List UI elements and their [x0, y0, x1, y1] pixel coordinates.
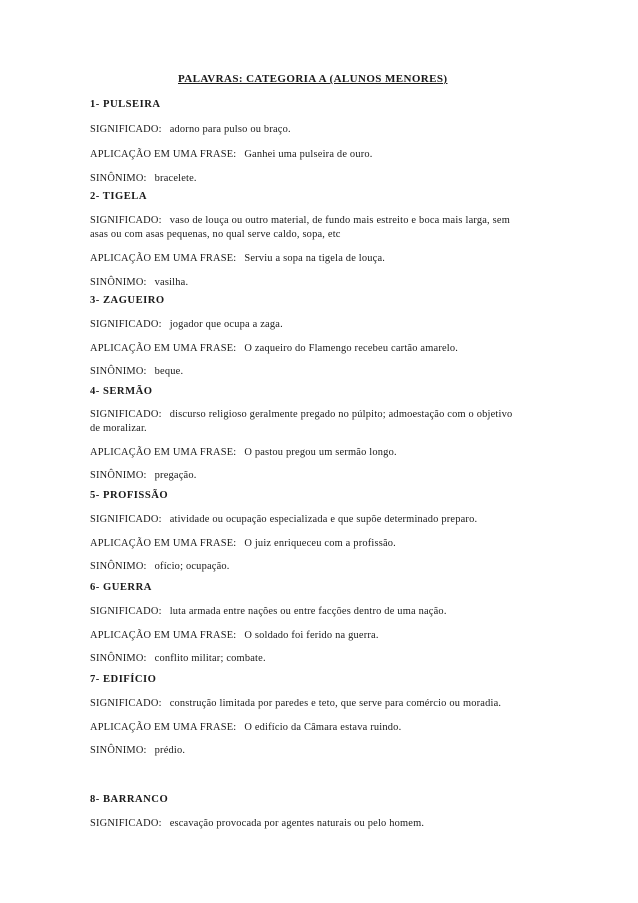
meaning-text: adorno para pulso ou braço.	[169, 124, 291, 135]
synonym-text: pregação.	[154, 470, 197, 481]
synonym-label: SINÔNIMO:	[90, 173, 147, 184]
entry-meaning	[90, 605, 447, 619]
usage-text: O soldado foi ferido na guerra.	[244, 630, 379, 641]
entry-heading: 5- PROFISSÃO	[90, 490, 169, 501]
entry-heading: 4- SERMÃO	[90, 386, 153, 397]
synonym-label: SINÔNIMO:	[90, 653, 147, 664]
meaning-label: SIGNIFICADO:	[90, 698, 162, 709]
entry-synonym	[90, 560, 230, 574]
meaning-label: SIGNIFICADO:	[90, 409, 162, 420]
entry-heading: 2- TIGELA	[90, 191, 147, 202]
synonym-text: prédio.	[154, 745, 186, 756]
entry-usage	[90, 342, 458, 356]
entry-meaning	[90, 408, 512, 422]
entry-meaning	[90, 817, 424, 831]
usage-label: APLICAÇÃO EM UMA FRASE:	[90, 447, 237, 458]
synonym-label: SINÔNIMO:	[90, 561, 147, 572]
usage-text: O edifício da Câmara estava ruindo.	[244, 722, 402, 733]
meaning-label: SIGNIFICADO:	[90, 606, 162, 617]
meaning-label: SIGNIFICADO:	[90, 124, 162, 135]
synonym-text: bracelete.	[154, 173, 197, 184]
usage-label: APLICAÇÃO EM UMA FRASE:	[90, 538, 237, 549]
meaning-text: jogador que ocupa a zaga.	[169, 319, 283, 330]
meaning-label: SIGNIFICADO:	[90, 514, 162, 525]
entry-heading: 8- BARRANCO	[90, 794, 169, 805]
entry-usage	[90, 537, 396, 551]
entry-meaning	[90, 513, 477, 527]
synonym-label: SINÔNIMO:	[90, 366, 147, 377]
entry-meaning-continued: asas ou com asas pequenas, no qual serve caldo, sopa, etc	[90, 229, 341, 240]
entry-meaning-continued: de moralizar.	[90, 423, 147, 434]
entry-synonym	[90, 652, 266, 666]
entry-usage	[90, 148, 373, 162]
synonym-text: ofício; ocupação.	[154, 561, 230, 572]
entry-usage	[90, 629, 379, 643]
entry-synonym	[90, 744, 185, 758]
entry-synonym	[90, 365, 183, 379]
usage-label: APLICAÇÃO EM UMA FRASE:	[90, 630, 237, 641]
meaning-label: SIGNIFICADO:	[90, 818, 162, 829]
entry-usage	[90, 721, 401, 735]
meaning-label: SIGNIFICADO:	[90, 319, 162, 330]
usage-label: APLICAÇÃO EM UMA FRASE:	[90, 722, 237, 733]
meaning-text: luta armada entre nações ou entre facções dentro de uma nação.	[169, 606, 447, 617]
synonym-text: vasilha.	[154, 277, 189, 288]
synonym-label: SINÔNIMO:	[90, 277, 147, 288]
synonym-text: beque.	[154, 366, 184, 377]
synonym-label: SINÔNIMO:	[90, 470, 147, 481]
meaning-text: escavação provocada por agentes naturais ou pelo homem.	[169, 818, 425, 829]
entry-heading: 6- GUERRA	[90, 582, 152, 593]
entry-meaning	[90, 123, 291, 137]
usage-text: O pastou pregou um sermão longo.	[244, 447, 397, 458]
entry-meaning	[90, 318, 283, 332]
entry-heading: 7- EDIFÍCIO	[90, 674, 157, 685]
entry-synonym	[90, 276, 188, 290]
usage-label: APLICAÇÃO EM UMA FRASE:	[90, 343, 237, 354]
meaning-label: SIGNIFICADO:	[90, 215, 162, 226]
synonym-label: SINÔNIMO:	[90, 745, 147, 756]
meaning-text: vaso de louça ou outro material, de fundo mais estreito e boca mais larga, sem	[169, 215, 510, 226]
usage-text: O zaqueiro do Flamengo recebeu cartão amarelo.	[244, 343, 459, 354]
entry-synonym	[90, 172, 197, 186]
meaning-text: atividade ou ocupação especializada e que supõe determinado preparo.	[169, 514, 478, 525]
usage-text: O juiz enriqueceu com a profissão.	[244, 538, 396, 549]
meaning-text: discurso religioso geralmente pregado no púlpito; admoestação com o objetivo	[169, 409, 513, 420]
entry-meaning	[90, 697, 501, 711]
entry-usage	[90, 252, 385, 266]
usage-label: APLICAÇÃO EM UMA FRASE:	[90, 149, 237, 160]
entry-meaning	[90, 214, 510, 228]
entry-synonym	[90, 469, 197, 483]
usage-text: Ganhei uma pulseira de ouro.	[244, 149, 373, 160]
meaning-text: construção limitada por paredes e teto, que serve para comércio ou moradia.	[169, 698, 502, 709]
entry-heading: 1- PULSEIRA	[90, 99, 161, 110]
usage-label: APLICAÇÃO EM UMA FRASE:	[90, 253, 237, 264]
page-title: PALAVRAS: CATEGORIA A (ALUNOS MENORES)	[178, 73, 448, 85]
entry-usage	[90, 446, 397, 460]
synonym-text: conflito militar; combate.	[154, 653, 266, 664]
usage-text: Serviu a sopa na tigela de louça.	[244, 253, 386, 264]
entry-heading: 3- ZAGUEIRO	[90, 295, 165, 306]
